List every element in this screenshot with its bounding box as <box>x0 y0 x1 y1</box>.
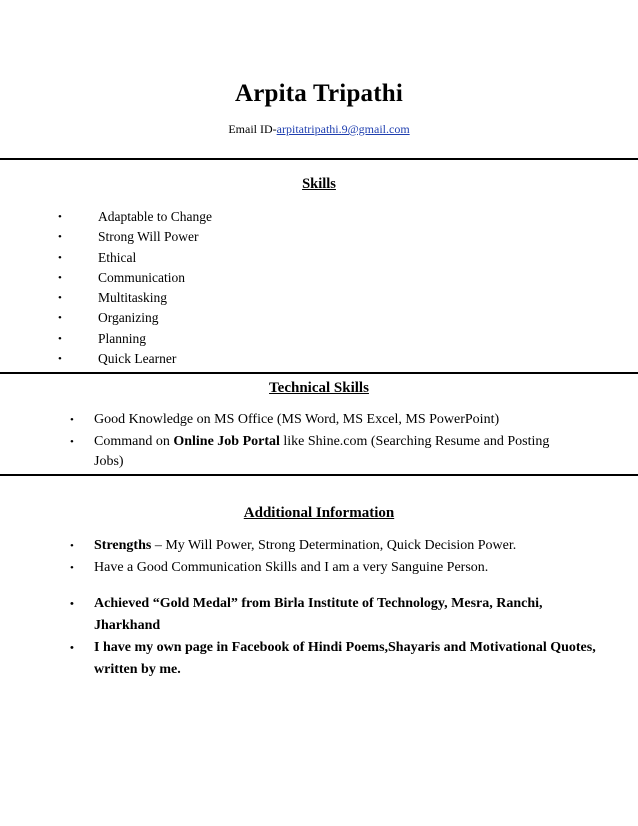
bullet-icon: • <box>70 436 74 448</box>
email-link[interactable]: arpitatripathi.9@gmail.com <box>276 122 410 136</box>
bullet-icon: • <box>70 414 74 426</box>
list-item: • Planning <box>78 329 212 349</box>
list-item: • I have my own page in Facebook of Hindi Poems,Shayaris and Motivational Quotes, written by me. <box>94 637 604 681</box>
technical-skills-list <box>70 410 564 474</box>
list-item: • Achieved “Gold Medal” from Birla Institute of Technology, Mesra, Ranchi, Jharkhand <box>94 593 604 637</box>
list-item: • Strengths – My Will Power, Strong Determination, Quick Decision Power. <box>94 535 604 557</box>
bullet-icon: • <box>70 598 74 610</box>
list-item: • Multitasking <box>78 288 212 308</box>
skills-list <box>58 207 212 369</box>
bullet-icon: • <box>58 332 62 345</box>
divider <box>0 372 638 374</box>
list-item: • Command on Online Job Portal like Shine.com (Searching Resume and Posting Jobs) <box>70 434 550 469</box>
divider <box>0 474 638 476</box>
bullet-icon: • <box>70 562 74 574</box>
list-item: • Adaptable to Change <box>78 207 212 227</box>
bullet-icon: • <box>58 271 62 284</box>
bullet-icon: • <box>58 312 62 325</box>
additional-info-list <box>70 535 604 681</box>
list-item: • Quick Learner <box>78 349 212 369</box>
bullet-icon: • <box>58 211 62 223</box>
list-item: • Ethical <box>78 248 212 268</box>
list-item: • Have a Good Communication Skills and I am a very Sanguine Person. <box>94 557 604 579</box>
bullet-icon: • <box>70 642 74 654</box>
bullet-icon: • <box>58 353 62 366</box>
technical-skills-heading: Technical Skills <box>269 380 369 396</box>
list-item: • Good Knowledge on MS Office (MS Word, MS Excel, MS PowerPoint) <box>94 410 564 430</box>
skills-heading: Skills <box>302 176 336 192</box>
bullet-icon: • <box>58 231 62 244</box>
list-item: • Communication <box>78 268 212 288</box>
bullet-icon: • <box>70 540 74 552</box>
email-line <box>0 122 638 137</box>
divider <box>0 158 638 160</box>
bullet-icon: • <box>58 251 62 264</box>
list-item: • Strong Will Power <box>78 227 212 247</box>
candidate-name: Arpita Tripathi <box>234 80 404 107</box>
additional-info-heading: Additional Information <box>243 505 395 521</box>
email-prefix: Email ID- <box>228 122 277 136</box>
list-item: • Organizing <box>78 308 212 328</box>
bullet-icon: • <box>58 292 62 305</box>
